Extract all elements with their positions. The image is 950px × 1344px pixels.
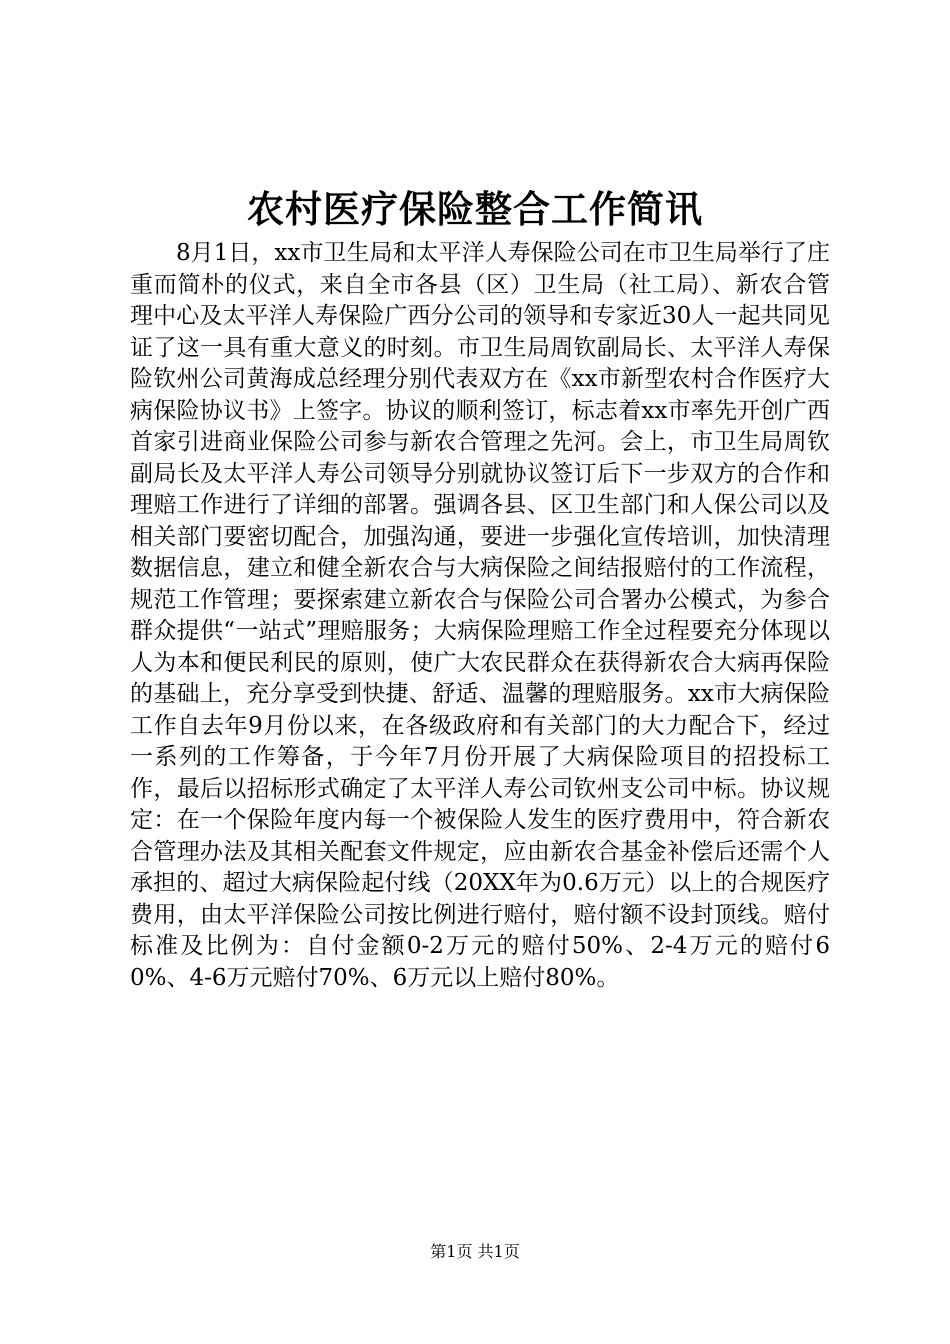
- page-footer: 第1页 共1页: [430, 1242, 520, 1261]
- document-title: 农村医疗保险整合工作简讯: [247, 187, 703, 231]
- body-paragraph: 8月1日，xx市卫生局和太平洋人寿保险公司在市卫生局举行了庄重而简朴的仪式，来自全市各县（区）卫生局（社工局）、新农合管理中心及太平洋人寿保险广西分公司的领导和专家近30人一起共同见证了这一具有重大意义的时刻。市卫生局周钦副局长、太平洋人寿保险钦州公司黄海成总经理分别代表双方在《xx市新型农村合作医疗大病保险协议书》上签字。协议的顺利签订，标志着xx市率先开创广西首家引进商业保险公司参与新农合管理之先河。会上，市卫生局周钦副局长及太平洋人寿公司领导分别就协议签订后下一步双方的合作和理赔工作进行了详细的部署。强调各县、区卫生部门和人保公司以及相关部门要密切配合，加强沟通，要进一步强化宣传培训，加快清理数据信息，建立和健全新农合与大病保险之间结报赔付的工作流程，规范工作管理；要探索建立新农合与保险公司合署办公模式，为参合群众提供“一站式”理赔服务；大病保险理赔工作全过程要充分体现以人为本和便民利民的原则，使广大农民群众在获得新农合大病再保险的基础上，充分享受到快捷、舒适、温馨的理赔服务。xx市大病保险工作自去年9月份以来，在各级政府和有关部门的大力配合下，经过一系列的工作筹备，于今年7月份开展了大病保险项目的招投标工作，最后以招标形式确定了太平洋人寿公司钦州支公司中标。协议规定：在一个保险年度内每一个被保险人发生的医疗费用中，符合新农合管理办法及其相关配套文件规定，应由新农合基金补偿后还需个人承担的、超过大病保险起付线（20XX年为0.6万元）以上的合规医疗费用，由太平洋保险公司按比例进行赔付，赔付额不设封顶线。赔付标准及比例为：自付金额0-2万元的赔付50%、2-4万元的赔付60%、4-6万元赔付70%、6万元以上赔付80%。: [130, 240, 830, 991]
